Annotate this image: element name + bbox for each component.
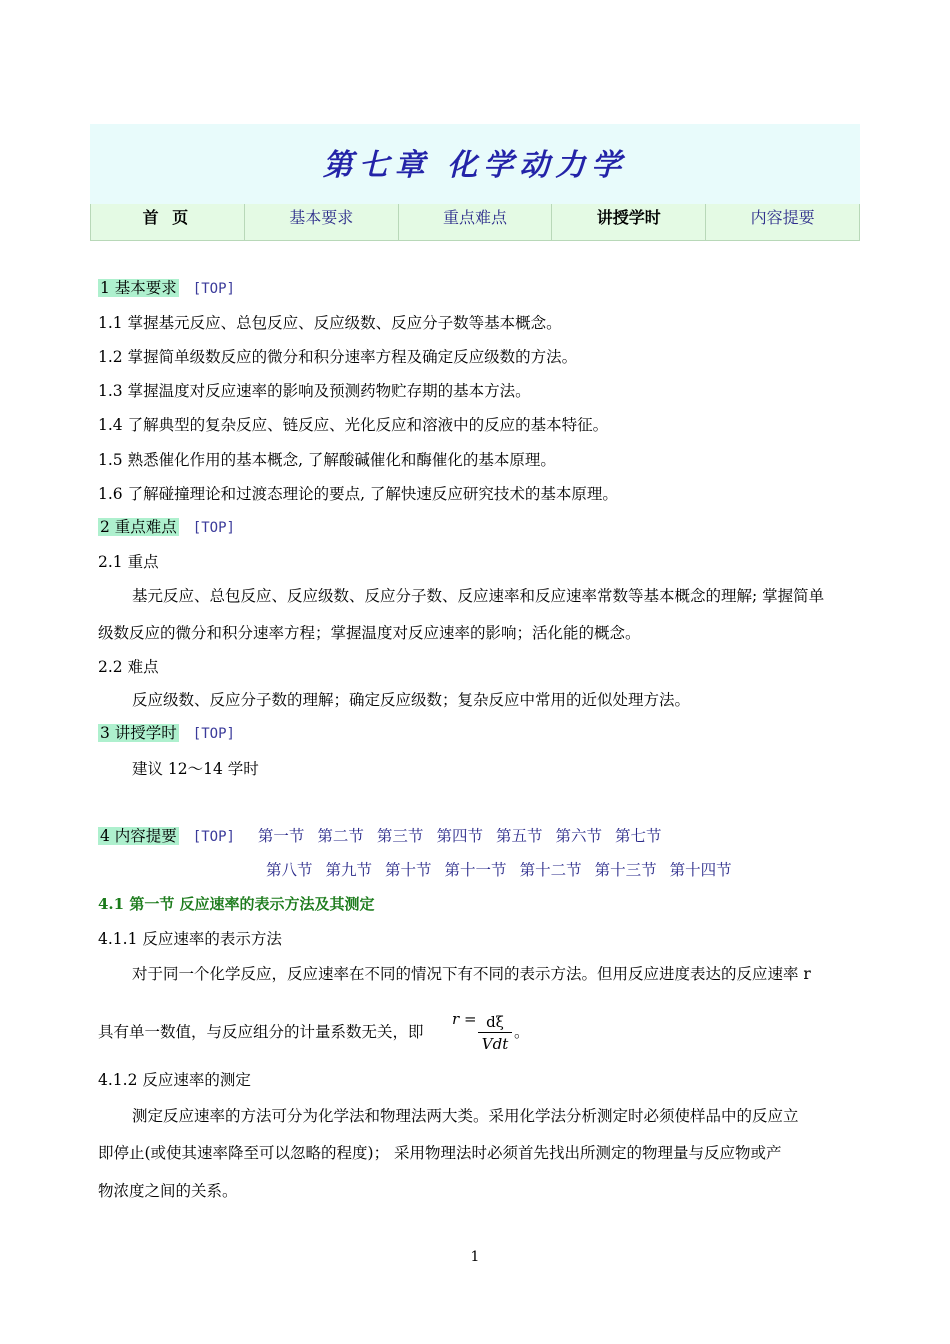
paragraph: 物浓度之间的关系。	[98, 1182, 238, 1200]
nav-home-link[interactable]: 首 页	[90, 204, 245, 240]
section-4-heading	[98, 825, 675, 848]
subsection-4-1-1-heading: 4.1.1 反应速率的表示方法	[98, 930, 282, 948]
chapter-banner	[90, 124, 860, 204]
chapter-title: 第七章 化学动力学	[322, 148, 628, 183]
top-link[interactable]: [TOP]	[192, 726, 235, 742]
rate-formula-lhs: r =	[452, 1010, 477, 1028]
requirement-item: 1.2 掌握简单级数反应的微分和积分速率方程及确定反应级数的方法。	[98, 348, 578, 366]
section-2-title: 2 重点难点	[100, 518, 177, 536]
nav-teaching-hours-link[interactable]: 讲授学时	[552, 204, 706, 240]
section-link[interactable]: 第二节	[317, 827, 364, 845]
requirement-item: 1.1 掌握基元反应、总包反应、反应级数、反应分子数等基本概念。	[98, 314, 562, 332]
section-link[interactable]: 第四节	[436, 827, 483, 845]
requirement-item: 1.3 掌握温度对反应速率的影响及预测药物贮存期的基本方法。	[98, 382, 531, 400]
subsection-4-1-heading: 4.1 第一节 反应速率的表示方法及其测定	[98, 895, 375, 913]
subsection-4-1-2-heading: 4.1.2 反应速率的测定	[98, 1071, 251, 1089]
section-link[interactable]: 第十四节	[669, 861, 732, 879]
section-link[interactable]: 第十一节	[444, 861, 507, 879]
formula-end: 。	[514, 1023, 530, 1041]
section-links-row1	[258, 827, 675, 845]
key-points-heading: 2.1 重点	[98, 553, 159, 571]
section-link[interactable]: 第九节	[325, 861, 373, 879]
paragraph: 具有单一数值，与反应组分的计量系数无关，即	[98, 1023, 424, 1041]
section-link[interactable]: 第十节	[385, 861, 432, 879]
requirement-item: 1.6 了解碰撞理论和过渡态理论的要点, 了解快速反应研究技术的基本原理。	[98, 485, 618, 503]
nav-requirements-link[interactable]: 基本要求	[245, 204, 399, 240]
section-link[interactable]: 第一节	[257, 827, 305, 845]
paragraph: 反应级数、反应分子数的理解；确定反应级数；复杂反应中常用的近似处理方法。	[132, 691, 691, 709]
formula-numerator: dξ	[478, 1012, 512, 1033]
section-2-heading	[98, 516, 235, 539]
nav-summary-link[interactable]: 内容提要	[706, 204, 860, 240]
top-link[interactable]: [TOP]	[192, 520, 235, 536]
section-link[interactable]: 第五节	[495, 827, 543, 845]
requirement-item: 1.5 熟悉催化作用的基本概念, 了解酸碱催化和酶催化的基本原理。	[98, 451, 556, 469]
section-link[interactable]: 第八节	[266, 861, 313, 879]
paragraph: 测定反应速率的方法可分为化学法和物理法两大类。采用化学法分析测定时必须使样品中的反应立	[132, 1107, 799, 1125]
section-1-heading	[98, 277, 235, 300]
section-1-title: 1 基本要求	[100, 279, 177, 297]
page-number: 1	[470, 1249, 480, 1265]
difficulties-heading: 2.2 难点	[98, 658, 159, 676]
section-link[interactable]: 第六节	[555, 827, 602, 845]
section-link[interactable]: 第十三节	[594, 861, 657, 879]
section-3-heading	[98, 722, 235, 745]
section-link[interactable]: 第七节	[614, 827, 662, 845]
paragraph: 级数反应的微分和积分速率方程；掌握温度对反应速率的影响；活化能的概念。	[98, 624, 641, 642]
paragraph: 建议 12～14 学时	[132, 760, 259, 778]
rate-formula-fraction	[478, 1012, 512, 1055]
section-3-title: 3 讲授学时	[100, 724, 177, 742]
top-link[interactable]: [TOP]	[192, 281, 235, 297]
paragraph: 基元反应、总包反应、反应级数、反应分子数、反应速率和反应速率常数等基本概念的理解; 掌握简单	[132, 587, 825, 605]
section-links-row2	[266, 859, 745, 881]
paragraph: 对于同一个化学反应，反应速率在不同的情况下有不同的表示方法。但用反应进度表达的反应速率 r	[132, 965, 811, 983]
requirement-item: 1.4 了解典型的复杂反应、链反应、光化反应和溶液中的反应的基本特征。	[98, 416, 609, 434]
section-link[interactable]: 第十二节	[519, 861, 582, 879]
nav-key-points-link[interactable]: 重点难点	[399, 204, 553, 240]
formula-denominator: Vdt	[481, 1035, 509, 1053]
top-link[interactable]: [TOP]	[192, 829, 235, 845]
section-4-title: 4 内容提要	[100, 827, 177, 845]
paragraph: 即停止(或使其速率降至可以忽略的程度)； 采用物理法时必须首先找出所测定的物理量与反应物或产	[98, 1144, 782, 1162]
section-link[interactable]: 第三节	[376, 827, 424, 845]
nav-bar	[90, 204, 860, 241]
